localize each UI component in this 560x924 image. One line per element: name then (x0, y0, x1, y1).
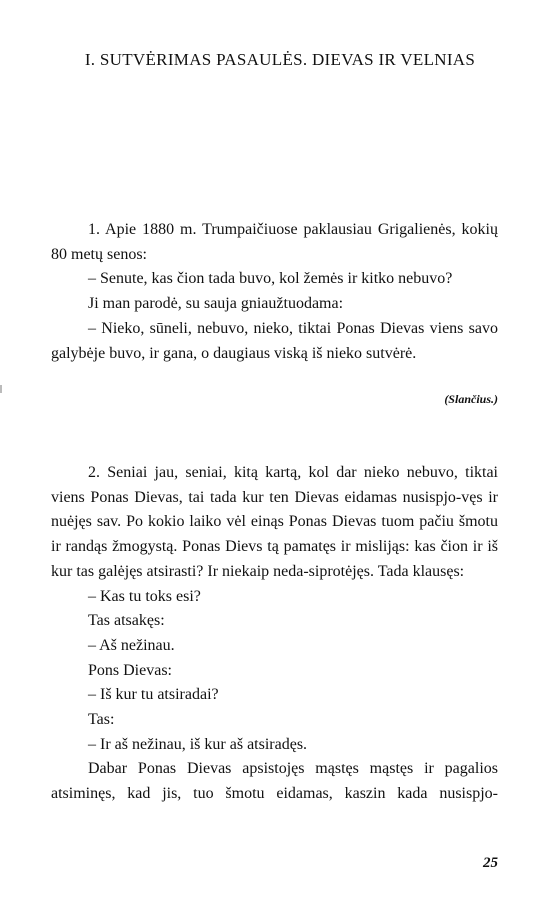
story-2-dialogue-1: – Kas tu toks esi? (88, 587, 201, 605)
story-1-paragraph-1: 1. Apie 1880 m. Trumpaičiuose paklausiau Grigalienės, kokių 80 metų senos: (51, 221, 498, 263)
story-1-paragraph-3: Ji man parodė, su sauja gniaužtuodama: (88, 295, 344, 313)
story-1-paragraph-2: – Senute, kas čion tada buvo, kol žemės ir kitko nebuvo? (88, 270, 453, 288)
chapter-title: I. SUTVĖRIMAS PASAULĖS. DIEVAS IR VELNIAS (84, 50, 476, 69)
story-2 (51, 461, 498, 807)
story-2-dialogue-4: Pons Dievas: (88, 661, 172, 679)
story-2-dialogue-5: – Iš kur tu atsiradai? (88, 686, 219, 704)
source-attribution: (Slančius.) (444, 392, 498, 406)
story-1 (51, 218, 498, 366)
story-2-dialogue-6: Tas: (88, 711, 115, 729)
story-2-paragraph-1: 2. Seniai jau, seniai, kitą kartą, kol dar nieko nebuvo, tiktai viens Ponas Dievas, tai tada kur ten Dievas eidamas nusispjo-vęs ir nuėjęs sav. Po kokio laiko vėl einąs Ponas Dievas tuom pačiu šmotu ir randąs žmogystą. Ponas Dievs tą pamatęs ir mislijąs: kas čion ir iš kur tas galėjęs atsirasti? Ir niekaip neda-siprotėjęs. Tada klausęs: (51, 464, 498, 580)
scan-edge-mark (0, 385, 2, 393)
story-2-paragraph-last: Dabar Ponas Dievas apsistojęs mąstęs mąstęs ir pagalios atsiminęs, kad jis, tuo šmotu eidamas, kaszin kada nusispjo- (51, 760, 498, 803)
page-number: 25 (483, 855, 498, 871)
story-2-dialogue-3: – Aš nežinau. (88, 636, 175, 654)
story-2-dialogue-7: – Ir aš nežinau, iš kur aš atsiradęs. (88, 735, 308, 753)
story-1-paragraph-4: – Nieko, sūneli, nebuvo, nieko, tiktai Ponas Dievas viens savo galybėje buvo, ir gana, o daugiaus viską iš nieko sutvėrė. (51, 319, 498, 362)
story-2-dialogue-2: Tas atsakęs: (88, 612, 165, 630)
